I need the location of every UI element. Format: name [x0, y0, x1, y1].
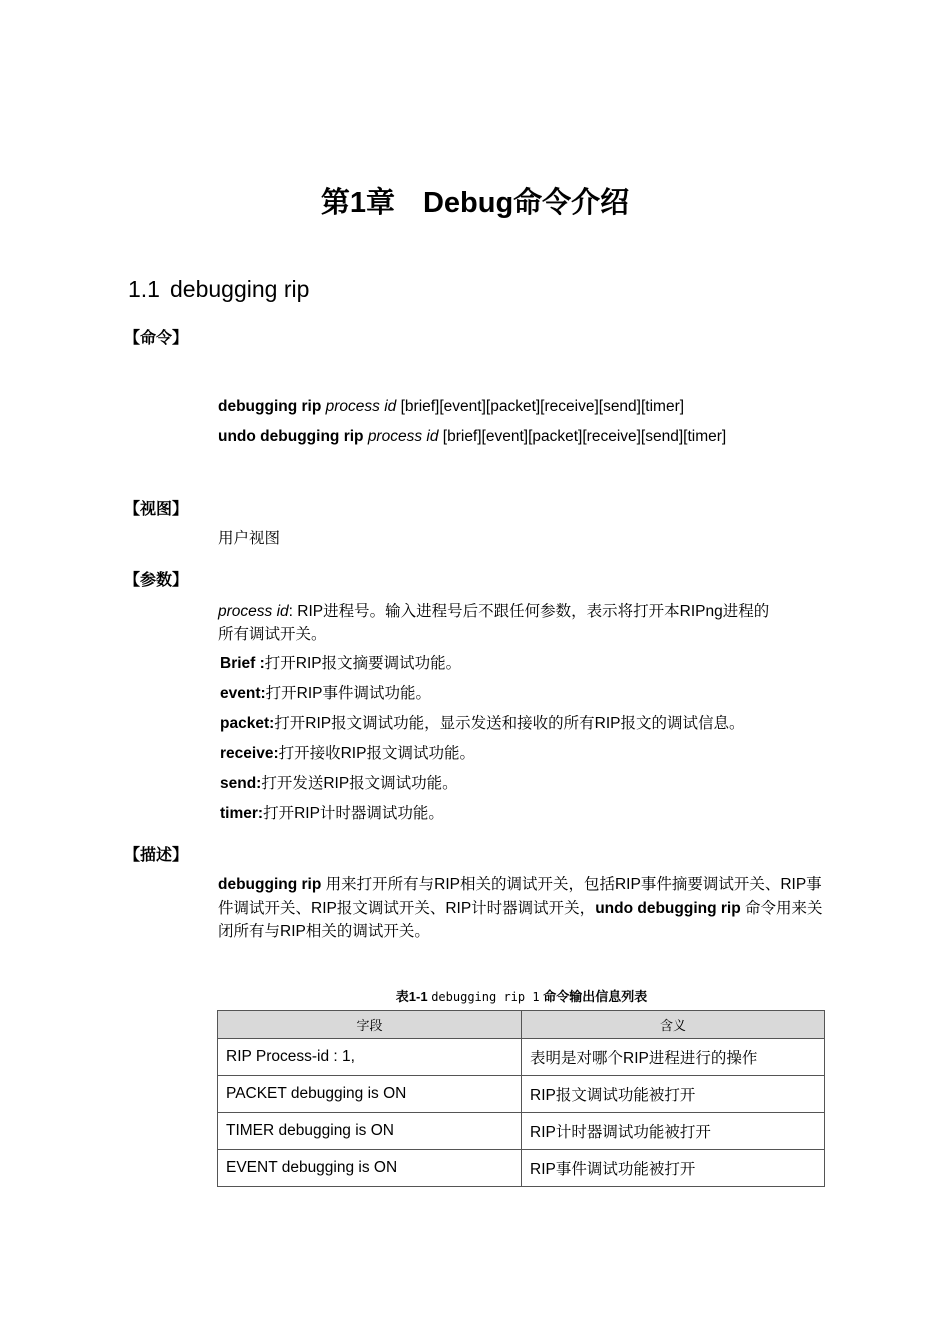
param-colon: :: [288, 603, 298, 620]
table-caption: [218, 986, 825, 1005]
param-packet: [220, 711, 744, 733]
param-name: packet:: [220, 715, 275, 732]
section-number: 1.1: [128, 276, 160, 302]
view-text: 用户视图: [218, 530, 281, 547]
description-paragraph: [218, 873, 830, 944]
table-row: [218, 1150, 825, 1187]
output-info-table: [217, 1010, 825, 1187]
param-process-id: [218, 600, 769, 623]
param-name: event:: [220, 685, 266, 702]
table-cell: RIP计时器调试功能被打开: [522, 1113, 825, 1150]
caption-suffix: 命令输出信息列表: [539, 989, 648, 1004]
chapter-name: Debug命令介绍: [422, 187, 630, 219]
command-name: undo debugging rip: [218, 428, 364, 445]
table-cell: TIMER debugging is ON: [218, 1113, 522, 1150]
param-text: 打开RIP报文调试功能，显示发送和接收的所有RIP报文的调试信息。: [274, 715, 745, 732]
command-arg: process id: [367, 428, 439, 445]
table-row: [218, 1076, 825, 1113]
table-header-row: [218, 1011, 825, 1039]
table-row: [218, 1113, 825, 1150]
command-line-1: [218, 395, 684, 418]
param-text: 打开RIP事件调试功能。: [265, 685, 431, 702]
param-timer: [220, 801, 444, 823]
param-receive: [220, 741, 475, 763]
table-header: 字段: [218, 1011, 522, 1039]
table-cell: 表明是对哪个RIP进程进行的操作: [522, 1039, 825, 1076]
description-cmd: undo debugging rip: [595, 899, 741, 917]
params-label: 【参数】: [124, 572, 189, 589]
table-cell: RIP报文调试功能被打开: [522, 1076, 825, 1113]
param-text: 打开发送RIP报文调试功能。: [261, 775, 458, 792]
command-label: 【命令】: [124, 330, 189, 347]
param-text: 打开接收RIP报文调试功能。: [278, 745, 475, 762]
table-cell: RIP事件调试功能被打开: [522, 1150, 825, 1187]
view-label: 【视图】: [124, 501, 189, 518]
param-text: 打开RIP报文摘要调试功能。: [264, 655, 462, 672]
param-name: receive:: [220, 745, 279, 762]
param-text: RIP进程号。输入进程号后不跟任何参数，表示将打开本RIPng进程的: [297, 603, 770, 620]
table-header: 含义: [522, 1011, 825, 1039]
description-text: 命令用来关闭所有与RIP相关的调试开关。: [218, 899, 823, 940]
param-name: send:: [220, 775, 262, 792]
param-name: process id: [218, 603, 289, 620]
table-cell: PACKET debugging is ON: [218, 1076, 522, 1113]
param-text: 打开RIP计时器调试功能。: [263, 805, 444, 822]
param-process-id-cont: 所有调试开关。: [218, 626, 327, 643]
table-cell: RIP Process-id : 1,: [218, 1039, 522, 1076]
description-text: 用来打开所有与RIP相关的调试开关，包括RIP事件摘要调试开关、RIP事件调试开关、RIP报文调试开关、RIP计时器调试开关，: [218, 876, 822, 917]
section-title: [128, 276, 309, 303]
command-options: [brief][event][packet][receive][send][timer]: [396, 398, 685, 415]
description-label: 【描述】: [124, 847, 189, 864]
table-row: [218, 1039, 825, 1076]
param-send: [220, 771, 458, 793]
caption-prefix: 表1-1: [395, 989, 432, 1004]
param-event: [220, 681, 431, 703]
command-options: [brief][event][packet][receive][send][timer]: [442, 428, 727, 445]
param-brief: [220, 651, 461, 673]
section-name: debugging rip: [169, 276, 310, 302]
table-cell: EVENT debugging is ON: [218, 1150, 522, 1187]
command-name: debugging rip: [218, 398, 322, 415]
command-arg: process id: [325, 398, 397, 415]
caption-command: debugging rip 1: [431, 990, 540, 1004]
chapter-number: 第1章: [320, 187, 395, 219]
description-cmd: debugging rip: [218, 876, 322, 893]
chapter-title: [0, 180, 950, 221]
param-name: Brief :: [220, 655, 265, 672]
command-line-2: [218, 425, 726, 448]
param-name: timer:: [220, 805, 264, 822]
